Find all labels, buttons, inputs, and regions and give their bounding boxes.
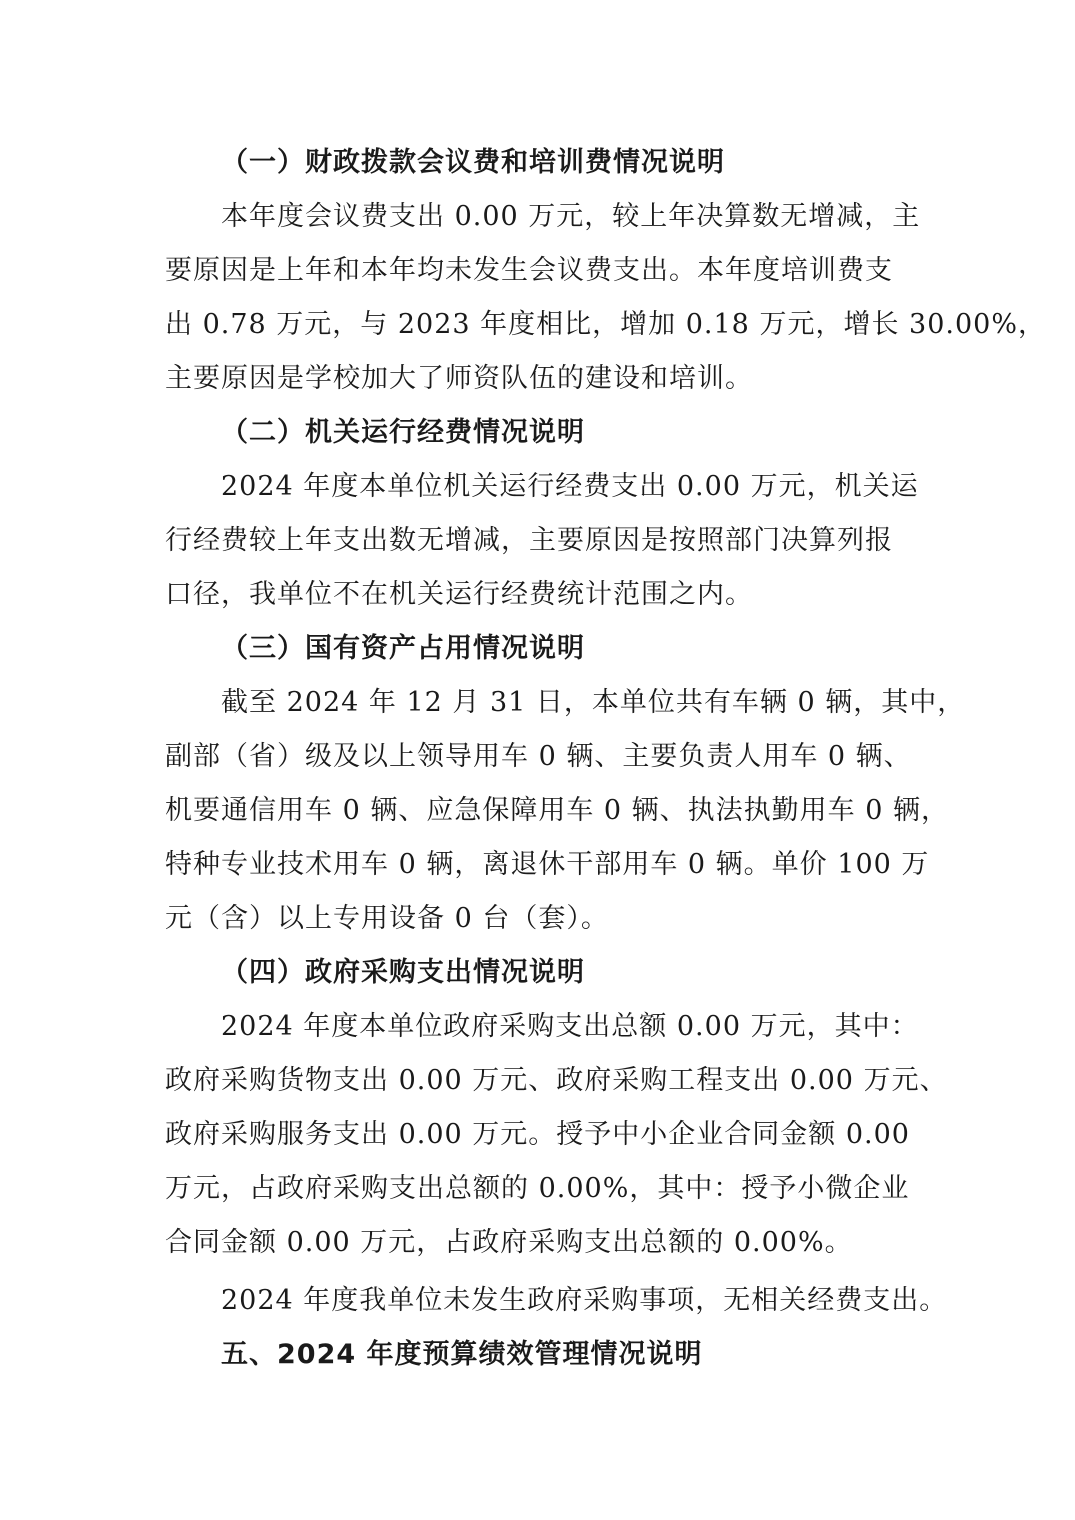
paragraph-line: 2024 年度本单位政府采购支出总额 0.00 万元，其中： xyxy=(221,1011,919,1042)
paragraph-line: 合同金额 0.00 万元，占政府采购支出总额的 0.00%。 xyxy=(165,1227,853,1258)
procurement-note: 2024 年度我单位未发生政府采购事项，无相关经费支出。 xyxy=(221,1285,948,1316)
section-heading-meeting-training: （一）财政拨款会议费和培训费情况说明 xyxy=(221,147,725,178)
section-heading-performance: 五、2024 年度预算绩效管理情况说明 xyxy=(221,1339,703,1370)
paragraph-line: 政府采购服务支出 0.00 万元。授予中小企业合同金额 0.00 xyxy=(165,1119,910,1150)
paragraph-line: 政府采购货物支出 0.00 万元、政府采购工程支出 0.00 万元、 xyxy=(165,1065,948,1096)
paragraph-line: 行经费较上年支出数无增减，主要原因是按照部门决算列报 xyxy=(165,525,893,556)
paragraph-line: 机要通信用车 0 辆、应急保障用车 0 辆、执法执勤用车 0 辆， xyxy=(165,795,950,826)
paragraph-line: 出 0.78 万元，与 2023 年度相比，增加 0.18 万元，增长 30.00%， xyxy=(165,309,1046,340)
paragraph-line: 本年度会议费支出 0.00 万元，较上年决算数无增减，主 xyxy=(221,201,921,232)
section-heading-operating-costs: （二）机关运行经费情况说明 xyxy=(221,417,585,448)
paragraph-line: 副部（省）级及以上领导用车 0 辆、主要负责人用车 0 辆、 xyxy=(165,741,912,772)
paragraph-line: 特种专业技术用车 0 辆，离退休干部用车 0 辆。单价 100 万 xyxy=(165,849,930,880)
paragraph-line: 要原因是上年和本年均未发生会议费支出。本年度培训费支 xyxy=(165,255,893,286)
paragraph-line: 截至 2024 年 12 月 31 日，本单位共有车辆 0 辆，其中， xyxy=(221,687,966,718)
paragraph-line: 万元，占政府采购支出总额的 0.00%，其中：授予小微企业 xyxy=(165,1173,910,1204)
paragraph-line: 元（含）以上专用设备 0 台（套）。 xyxy=(165,903,609,934)
paragraph-line: 2024 年度本单位机关运行经费支出 0.00 万元，机关运 xyxy=(221,471,919,502)
section-heading-procurement: （四）政府采购支出情况说明 xyxy=(221,957,585,988)
section-heading-state-assets: （三）国有资产占用情况说明 xyxy=(221,633,585,664)
paragraph-line: 口径，我单位不在机关运行经费统计范围之内。 xyxy=(165,579,753,610)
paragraph-line: 主要原因是学校加大了师资队伍的建设和培训。 xyxy=(165,363,753,394)
